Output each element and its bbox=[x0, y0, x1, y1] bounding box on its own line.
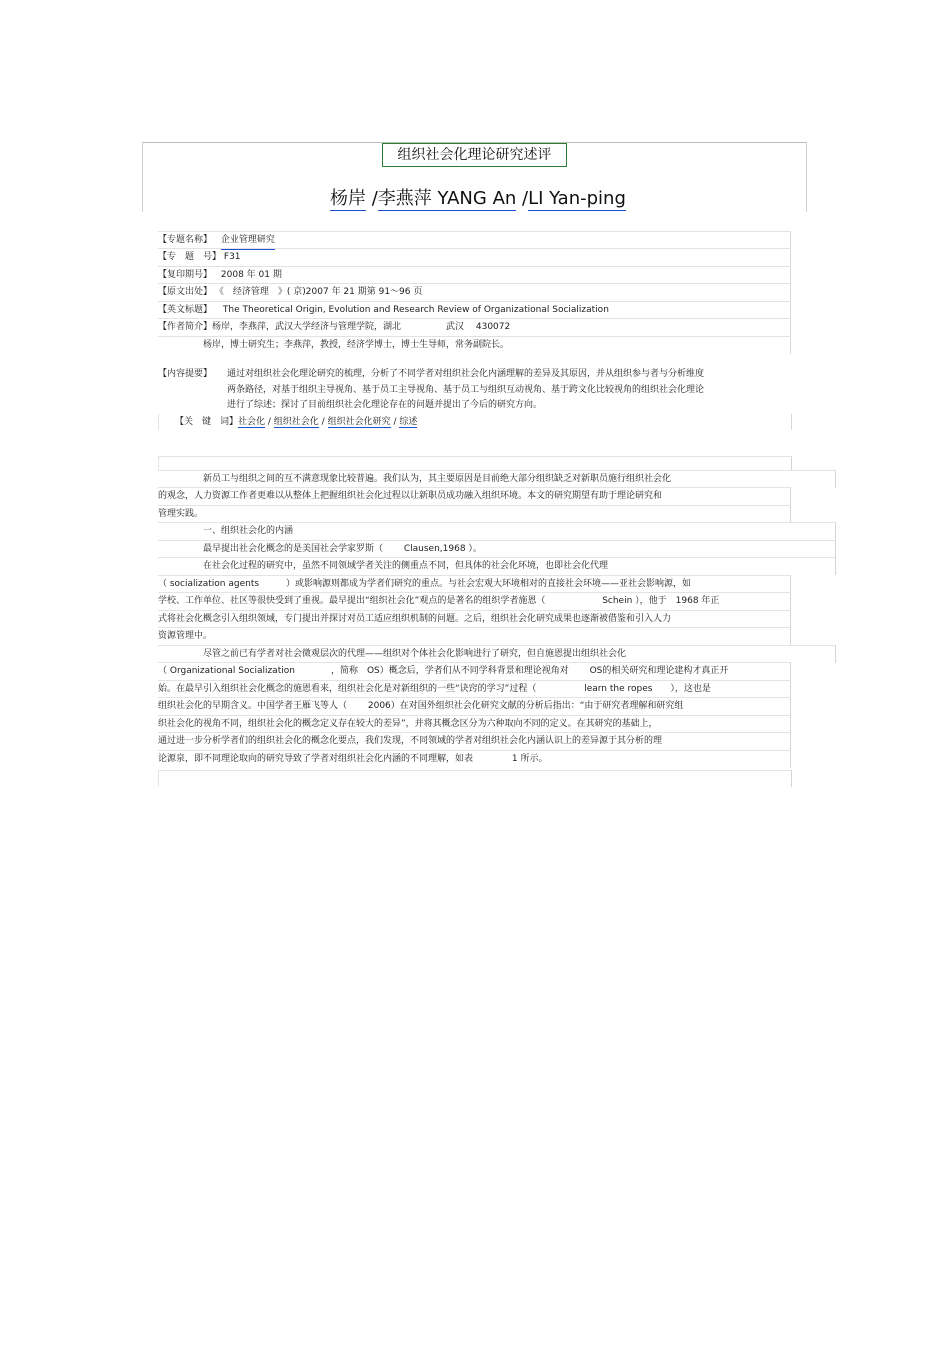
body-paragraph-line: 的观念，人力资源工作者更难以从整体上把握组织社会化过程以让新职员成功融入组织环境。本文的研究期望有助于理论研究和 bbox=[158, 487, 791, 505]
meta-label: 【英文标题】 bbox=[158, 305, 213, 315]
keyword-separator: / bbox=[318, 417, 328, 427]
body-paragraph-line: 始。在最早引入组织社会化概念的施恩看来，组织社会化是对新组织的一些“诀窍的学习”过程（ learn the ropes ），这也是 bbox=[158, 680, 791, 698]
abstract-line: 进行了综述；探讨了目前组织社会化理论存在的问题并提出了今后的研究方向。 bbox=[227, 400, 543, 410]
author-en-yang[interactable]: YANG An bbox=[431, 188, 517, 209]
header-frame-right bbox=[806, 142, 807, 212]
body-frame-top bbox=[158, 456, 792, 471]
body-paragraph-line: （ Organizational Socialization ，简称 OS）概念后，学者们从不同学科背景和理论视角对 OS的相关研究和理论建构才真正开 bbox=[158, 662, 791, 680]
author-separator: / bbox=[516, 188, 529, 209]
keyword-link[interactable]: 组织社会化研究 bbox=[327, 417, 391, 427]
meta-value: F31 bbox=[223, 252, 241, 262]
body-paragraph-line: 论源泉，即不同理论取向的研究导致了学者对组织社会化内涵的不同理解，如表 1 所示。 bbox=[158, 750, 791, 768]
abstract-line: 通过对组织社会化理论研究的梳理，分析了不同学者对组织社会化内涵理解的差异及其原因，并从组织参与者与分析维度 bbox=[227, 369, 705, 379]
meta-label: 【作者简介】 bbox=[158, 322, 213, 332]
topic-link[interactable]: 企业管理研究 bbox=[221, 232, 275, 250]
page-title: 组织社会化理论研究述评 bbox=[382, 143, 567, 167]
meta-value: 杨岸，李燕萍，武汉大学经济与管理学院，湖北 武汉 430072 bbox=[212, 322, 511, 332]
keyword-separator: / bbox=[265, 417, 274, 427]
body-paragraph-line: 在社会化过程的研究中，虽然不同领域学者关注的侧重点不同，但具体的社会化环境，也即社会化代理 bbox=[158, 557, 836, 575]
body-paragraph-line: 尽管之前已有学者对社会微观层次的代理——组织对个体社会化影响进行了研究，但自施恩提出组织社会化 bbox=[158, 645, 836, 663]
body-paragraph-line: 最早提出社会化概念的是美国社会学家罗斯（ Clausen,1968 ）。 bbox=[158, 540, 836, 558]
keyword-separator: / bbox=[390, 417, 400, 427]
body-paragraph-line: 式将社会化概念引入组织领域，专门提出并探讨对员工适应组织机制的问题。之后，组织社会化研究成果也逐渐被借鉴和引入人力 bbox=[158, 610, 791, 628]
abstract-label: 【内容提要】 bbox=[158, 369, 213, 379]
meta-value: 2008 年 01 期 bbox=[220, 270, 282, 280]
meta-row-code bbox=[158, 248, 791, 266]
meta-label: 【专题名称】 bbox=[158, 235, 213, 245]
header-frame-left bbox=[142, 142, 143, 212]
meta-value: The Theoretical Origin, Evolution and Research Review of Organizational Socialization bbox=[222, 305, 609, 315]
section-heading: 一、组织社会化的内涵 bbox=[158, 522, 836, 540]
meta-value: 杨岸，博士研究生；李燕萍，教授，经济学博士，博士生导师，常务副院长。 bbox=[203, 340, 510, 350]
keyword-link[interactable]: 综述 bbox=[399, 417, 418, 427]
meta-row-en-title bbox=[158, 301, 791, 319]
meta-row-author-detail bbox=[158, 336, 791, 354]
keyword-link[interactable]: 组织社会化 bbox=[273, 417, 319, 427]
body-paragraph-line: 织社会化的视角不同，组织社会化的概念定义存在较大的差异”，并将其概念区分为六种取向不同的定义。在其研究的基础上， bbox=[158, 715, 791, 733]
body-paragraph-line: 通过进一步分析学者们的组织社会化的概念化要点，我们发现，不同领域的学者对组织社会化内涵认识上的差异源于其分析的理 bbox=[158, 732, 791, 750]
meta-value: 《 bbox=[214, 287, 233, 297]
body-paragraph-line: （ socialization agents ）或影响源则都成为学者们研究的重点。与社会宏观大环境相对的直接社会环境——亚社会影响源，如 bbox=[158, 575, 791, 593]
meta-row-issue bbox=[158, 266, 791, 284]
author-line bbox=[330, 184, 626, 210]
meta-row-source bbox=[158, 283, 791, 301]
abstract bbox=[158, 367, 798, 414]
author-link-li[interactable]: 李燕萍 bbox=[377, 188, 432, 209]
meta-label: 【专 题 号】 bbox=[158, 252, 222, 262]
body-paragraph-line: 新员工与组织之间的互不满意现象比较普遍。我们认为，其主要原因是目前绝大部分组织缺乏对新职员施行组织社会化 bbox=[158, 470, 836, 488]
meta-row-author bbox=[158, 318, 791, 336]
body-paragraph-line: 资源管理中。 bbox=[158, 627, 791, 645]
meta-label: 【原文出处】 bbox=[158, 287, 213, 297]
author-link-yang[interactable]: 杨岸 bbox=[330, 188, 366, 209]
abstract-line: 两条路径，对基于组织主导视角、基于员工主导视角、基于员工与组织互动视角、基于跨文化比较视角的组织社会化理论 bbox=[227, 384, 705, 395]
meta-label: 【复印期号】 bbox=[158, 270, 213, 280]
author-en-li[interactable]: LI Yan-ping bbox=[528, 188, 626, 209]
meta-value: 》( 京)2007 年 21 期第 91～96 页 bbox=[268, 287, 423, 297]
author-separator: / bbox=[366, 188, 378, 209]
body-paragraph-line: 组织社会化的早期含义。中国学者王雁飞等人（ 2006）在对国外组织社会化研究文献的分析后指出：“由于研究者理解和研究组 bbox=[158, 697, 791, 715]
meta-row-topic bbox=[158, 231, 791, 249]
body-paragraph-line: 学校、工作单位、社区等很快受到了重视。最早提出“组织社会化”观点的是著名的组织学者施恩（ Schein ），他于 1968 年正 bbox=[158, 592, 791, 610]
body-frame-bottom bbox=[158, 770, 792, 787]
body-paragraph-line: 管理实践。 bbox=[158, 505, 791, 523]
keywords-label: 【关 键 词】 bbox=[175, 417, 239, 427]
keyword-link[interactable]: 社会化 bbox=[238, 417, 266, 427]
keywords-line bbox=[175, 414, 417, 427]
journal-link[interactable]: 经济管理 bbox=[233, 284, 269, 302]
